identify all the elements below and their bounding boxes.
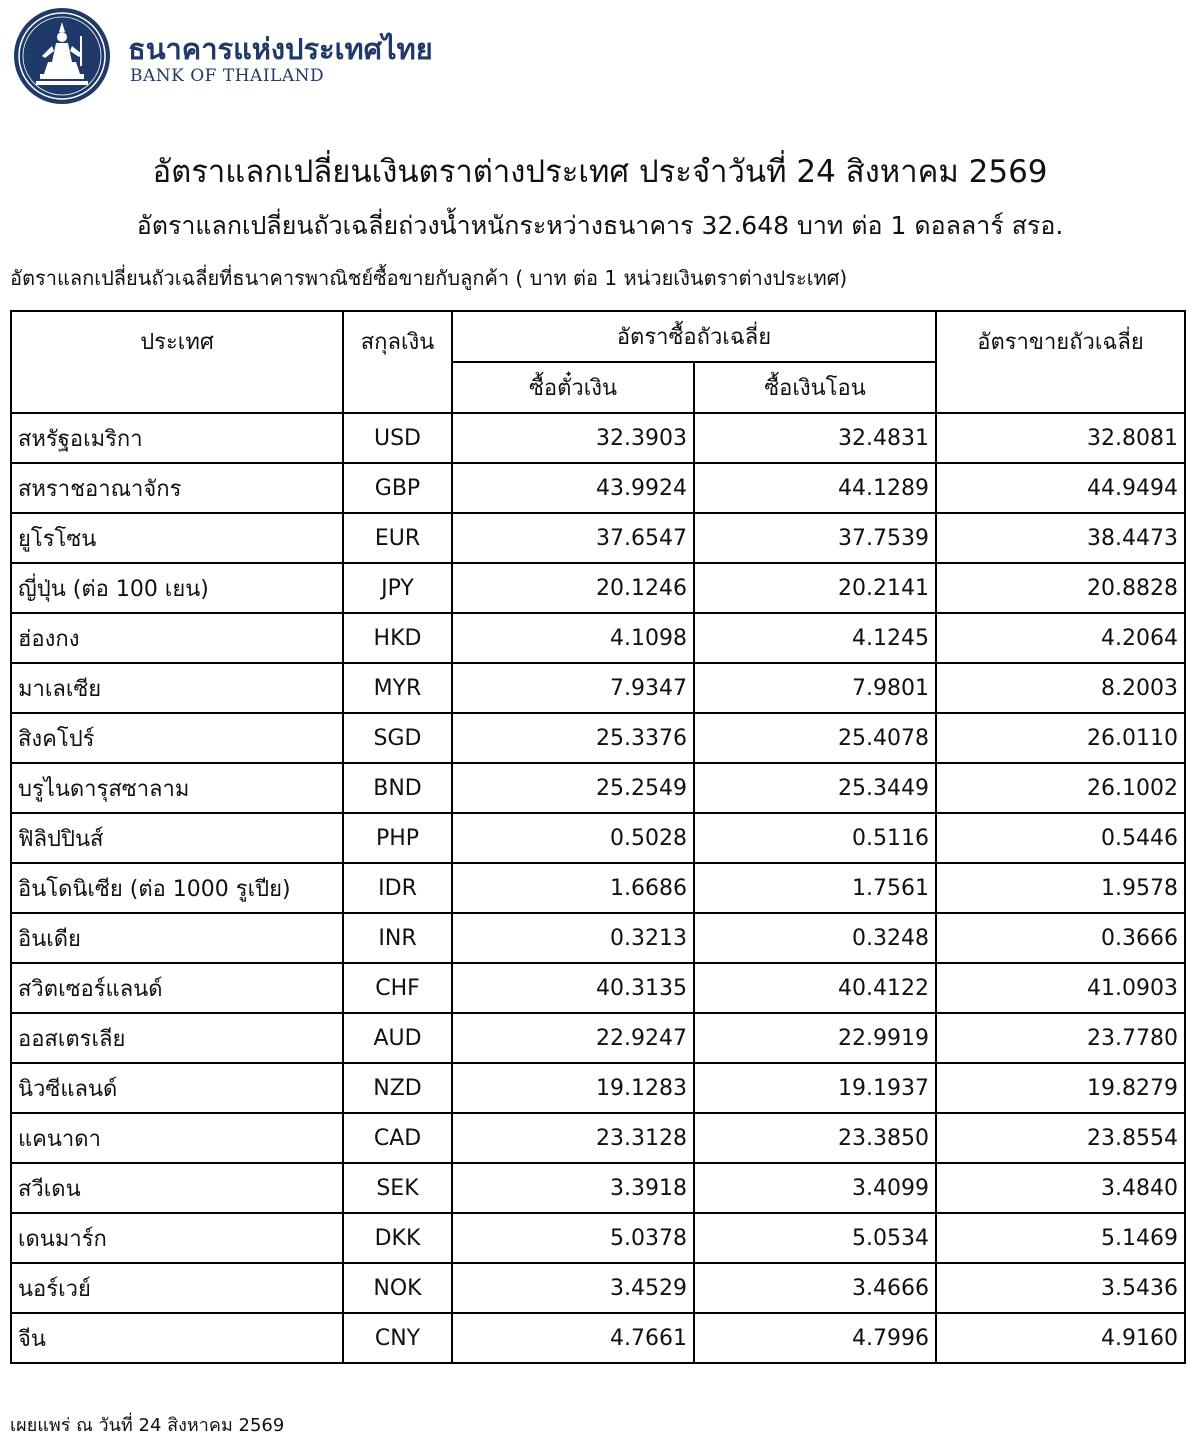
currency-code-cell: CNY bbox=[343, 1313, 452, 1363]
country-cell: มาเลเซีย bbox=[11, 663, 343, 713]
buying-transfer-cell: 37.7539 bbox=[694, 513, 936, 563]
selling-rate-cell: 38.4473 bbox=[936, 513, 1185, 563]
table-row bbox=[11, 663, 1185, 713]
country-cell: นอร์เวย์ bbox=[11, 1263, 343, 1313]
interbank-rate-line: อัตราแลกเปลี่ยนถัวเฉลี่ยถ่วงน้ำหนักระหว่างธนาคาร 32.648 บาท ต่อ 1 ดอลลาร์ สรอ. bbox=[136, 211, 1064, 240]
table-row bbox=[11, 1313, 1185, 1363]
country-cell: ฟิลิปปินส์ bbox=[11, 813, 343, 863]
org-name-th: ธนาคารแห่งประเทศไทย bbox=[128, 32, 433, 66]
buying-transfer-cell: 5.0534 bbox=[694, 1213, 936, 1263]
currency-code-cell: PHP bbox=[343, 813, 452, 863]
selling-rate-cell: 4.9160 bbox=[936, 1313, 1185, 1363]
selling-rate-cell: 44.9494 bbox=[936, 463, 1185, 513]
org-name-en: BANK OF THAILAND bbox=[130, 66, 325, 86]
country-cell: จีน bbox=[11, 1313, 343, 1363]
selling-rate-cell: 23.8554 bbox=[936, 1113, 1185, 1163]
buying-notes-cell: 5.0378 bbox=[452, 1213, 694, 1263]
buying-notes-cell: 4.1098 bbox=[452, 613, 694, 663]
buying-transfer-cell: 44.1289 bbox=[694, 463, 936, 513]
table-row bbox=[11, 963, 1185, 1013]
buying-transfer-cell: 0.3248 bbox=[694, 913, 936, 963]
country-cell: สวีเดน bbox=[11, 1163, 343, 1213]
buying-transfer-cell: 19.1937 bbox=[694, 1063, 936, 1113]
table-row bbox=[11, 1013, 1185, 1063]
selling-rate-cell: 0.3666 bbox=[936, 913, 1185, 963]
selling-rate-cell: 41.0903 bbox=[936, 963, 1185, 1013]
selling-rate-cell: 5.1469 bbox=[936, 1213, 1185, 1263]
buying-notes-cell: 0.3213 bbox=[452, 913, 694, 963]
table-caption: อัตราแลกเปลี่ยนถัวเฉลี่ยที่ธนาคารพาณิชย์ซื้อขายกับลูกค้า ( บาท ต่อ 1 หน่วยเงินตราต่างประเทศ) bbox=[10, 266, 848, 290]
country-cell: แคนาดา bbox=[11, 1113, 343, 1163]
table-row bbox=[11, 413, 1185, 463]
selling-rate-cell: 4.2064 bbox=[936, 613, 1185, 663]
buying-transfer-cell: 3.4666 bbox=[694, 1263, 936, 1313]
currency-code-cell: DKK bbox=[343, 1213, 452, 1263]
buying-notes-cell: 3.4529 bbox=[452, 1263, 694, 1313]
buying-notes-cell: 19.1283 bbox=[452, 1063, 694, 1113]
header-buying-transfer: ซื้อเงินโอน bbox=[694, 362, 936, 413]
table-row bbox=[11, 1063, 1185, 1113]
page-title: อัตราแลกเปลี่ยนเงินตราต่างประเทศ ประจำวันที่ 24 สิงหาคม 2569 bbox=[152, 154, 1048, 190]
table-row bbox=[11, 863, 1185, 913]
header-currency: สกุลเงิน bbox=[343, 311, 452, 413]
country-cell: สวิตเซอร์แลนด์ bbox=[11, 963, 343, 1013]
buying-notes-cell: 25.2549 bbox=[452, 763, 694, 813]
currency-code-cell: BND bbox=[343, 763, 452, 813]
buying-notes-cell: 3.3918 bbox=[452, 1163, 694, 1213]
selling-rate-cell: 3.4840 bbox=[936, 1163, 1185, 1213]
buying-notes-cell: 7.9347 bbox=[452, 663, 694, 713]
buying-transfer-cell: 25.3449 bbox=[694, 763, 936, 813]
buying-transfer-cell: 7.9801 bbox=[694, 663, 936, 713]
bank-of-thailand-seal-icon bbox=[12, 6, 112, 106]
buying-transfer-cell: 0.5116 bbox=[694, 813, 936, 863]
currency-code-cell: HKD bbox=[343, 613, 452, 663]
buying-transfer-cell: 4.1245 bbox=[694, 613, 936, 663]
country-cell: อินโดนิเซีย (ต่อ 1000 รูเปีย) bbox=[11, 863, 343, 913]
currency-code-cell: IDR bbox=[343, 863, 452, 913]
country-cell: เดนมาร์ก bbox=[11, 1213, 343, 1263]
buying-transfer-cell: 25.4078 bbox=[694, 713, 936, 763]
currency-code-cell: USD bbox=[343, 413, 452, 463]
header-avg-selling: อัตราขายถัวเฉลี่ย bbox=[936, 311, 1185, 413]
buying-transfer-cell: 3.4099 bbox=[694, 1163, 936, 1213]
country-cell: ฮ่องกง bbox=[11, 613, 343, 663]
country-cell: สิงคโปร์ bbox=[11, 713, 343, 763]
country-cell: ออสเตรเลีย bbox=[11, 1013, 343, 1063]
table-row bbox=[11, 1263, 1185, 1313]
table-row bbox=[11, 513, 1185, 563]
currency-code-cell: MYR bbox=[343, 663, 452, 713]
buying-transfer-cell: 32.4831 bbox=[694, 413, 936, 463]
currency-code-cell: AUD bbox=[343, 1013, 452, 1063]
buying-transfer-cell: 22.9919 bbox=[694, 1013, 936, 1063]
selling-rate-cell: 26.1002 bbox=[936, 763, 1185, 813]
table-row bbox=[11, 613, 1185, 663]
currency-code-cell: JPY bbox=[343, 563, 452, 613]
buying-notes-cell: 20.1246 bbox=[452, 563, 694, 613]
selling-rate-cell: 23.7780 bbox=[936, 1013, 1185, 1063]
selling-rate-cell: 3.5436 bbox=[936, 1263, 1185, 1313]
buying-notes-cell: 23.3128 bbox=[452, 1113, 694, 1163]
selling-rate-cell: 8.2003 bbox=[936, 663, 1185, 713]
selling-rate-cell: 1.9578 bbox=[936, 863, 1185, 913]
header-avg-buying: อัตราซื้อถัวเฉลี่ย bbox=[452, 311, 936, 362]
table-row bbox=[11, 913, 1185, 963]
table-row bbox=[11, 1113, 1185, 1163]
buying-transfer-cell: 4.7996 bbox=[694, 1313, 936, 1363]
buying-notes-cell: 43.9924 bbox=[452, 463, 694, 513]
currency-code-cell: CAD bbox=[343, 1113, 452, 1163]
buying-notes-cell: 4.7661 bbox=[452, 1313, 694, 1363]
country-cell: อินเดีย bbox=[11, 913, 343, 963]
buying-transfer-cell: 40.4122 bbox=[694, 963, 936, 1013]
selling-rate-cell: 26.0110 bbox=[936, 713, 1185, 763]
currency-code-cell: NOK bbox=[343, 1263, 452, 1313]
header bbox=[12, 6, 612, 116]
selling-rate-cell: 0.5446 bbox=[936, 813, 1185, 863]
table-row bbox=[11, 563, 1185, 613]
currency-code-cell: GBP bbox=[343, 463, 452, 513]
buying-notes-cell: 22.9247 bbox=[452, 1013, 694, 1063]
selling-rate-cell: 20.8828 bbox=[936, 563, 1185, 613]
buying-transfer-cell: 1.7561 bbox=[694, 863, 936, 913]
country-cell: สหรัฐอเมริกา bbox=[11, 413, 343, 463]
buying-notes-cell: 37.6547 bbox=[452, 513, 694, 563]
currency-code-cell: EUR bbox=[343, 513, 452, 563]
country-cell: นิวซีแลนด์ bbox=[11, 1063, 343, 1113]
country-cell: ญี่ปุ่น (ต่อ 100 เยน) bbox=[11, 563, 343, 613]
table-row bbox=[11, 813, 1185, 863]
buying-notes-cell: 32.3903 bbox=[452, 413, 694, 463]
header-buying-notes: ซื้อตั๋วเงิน bbox=[452, 362, 694, 413]
table-row bbox=[11, 1213, 1185, 1263]
country-cell: ยูโรโซน bbox=[11, 513, 343, 563]
currency-code-cell: SGD bbox=[343, 713, 452, 763]
selling-rate-cell: 19.8279 bbox=[936, 1063, 1185, 1113]
country-cell: บรูไนดารุสซาลาม bbox=[11, 763, 343, 813]
table-row bbox=[11, 1163, 1185, 1213]
buying-notes-cell: 1.6686 bbox=[452, 863, 694, 913]
country-cell: สหราชอาณาจักร bbox=[11, 463, 343, 513]
table-row bbox=[11, 763, 1185, 813]
header-country: ประเทศ bbox=[11, 311, 343, 413]
exchange-rate-table bbox=[10, 310, 1186, 1364]
currency-code-cell: NZD bbox=[343, 1063, 452, 1113]
buying-notes-cell: 0.5028 bbox=[452, 813, 694, 863]
buying-notes-cell: 25.3376 bbox=[452, 713, 694, 763]
selling-rate-cell: 32.8081 bbox=[936, 413, 1185, 463]
buying-notes-cell: 40.3135 bbox=[452, 963, 694, 1013]
table-body bbox=[11, 413, 1185, 1363]
table-row bbox=[11, 713, 1185, 763]
buying-transfer-cell: 23.3850 bbox=[694, 1113, 936, 1163]
currency-code-cell: SEK bbox=[343, 1163, 452, 1213]
currency-code-cell: CHF bbox=[343, 963, 452, 1013]
publish-date: เผยแพร่ ณ วันที่ 24 สิงหาคม 2569 bbox=[10, 1415, 285, 1436]
buying-transfer-cell: 20.2141 bbox=[694, 563, 936, 613]
currency-code-cell: INR bbox=[343, 913, 452, 963]
table-row bbox=[11, 463, 1185, 513]
